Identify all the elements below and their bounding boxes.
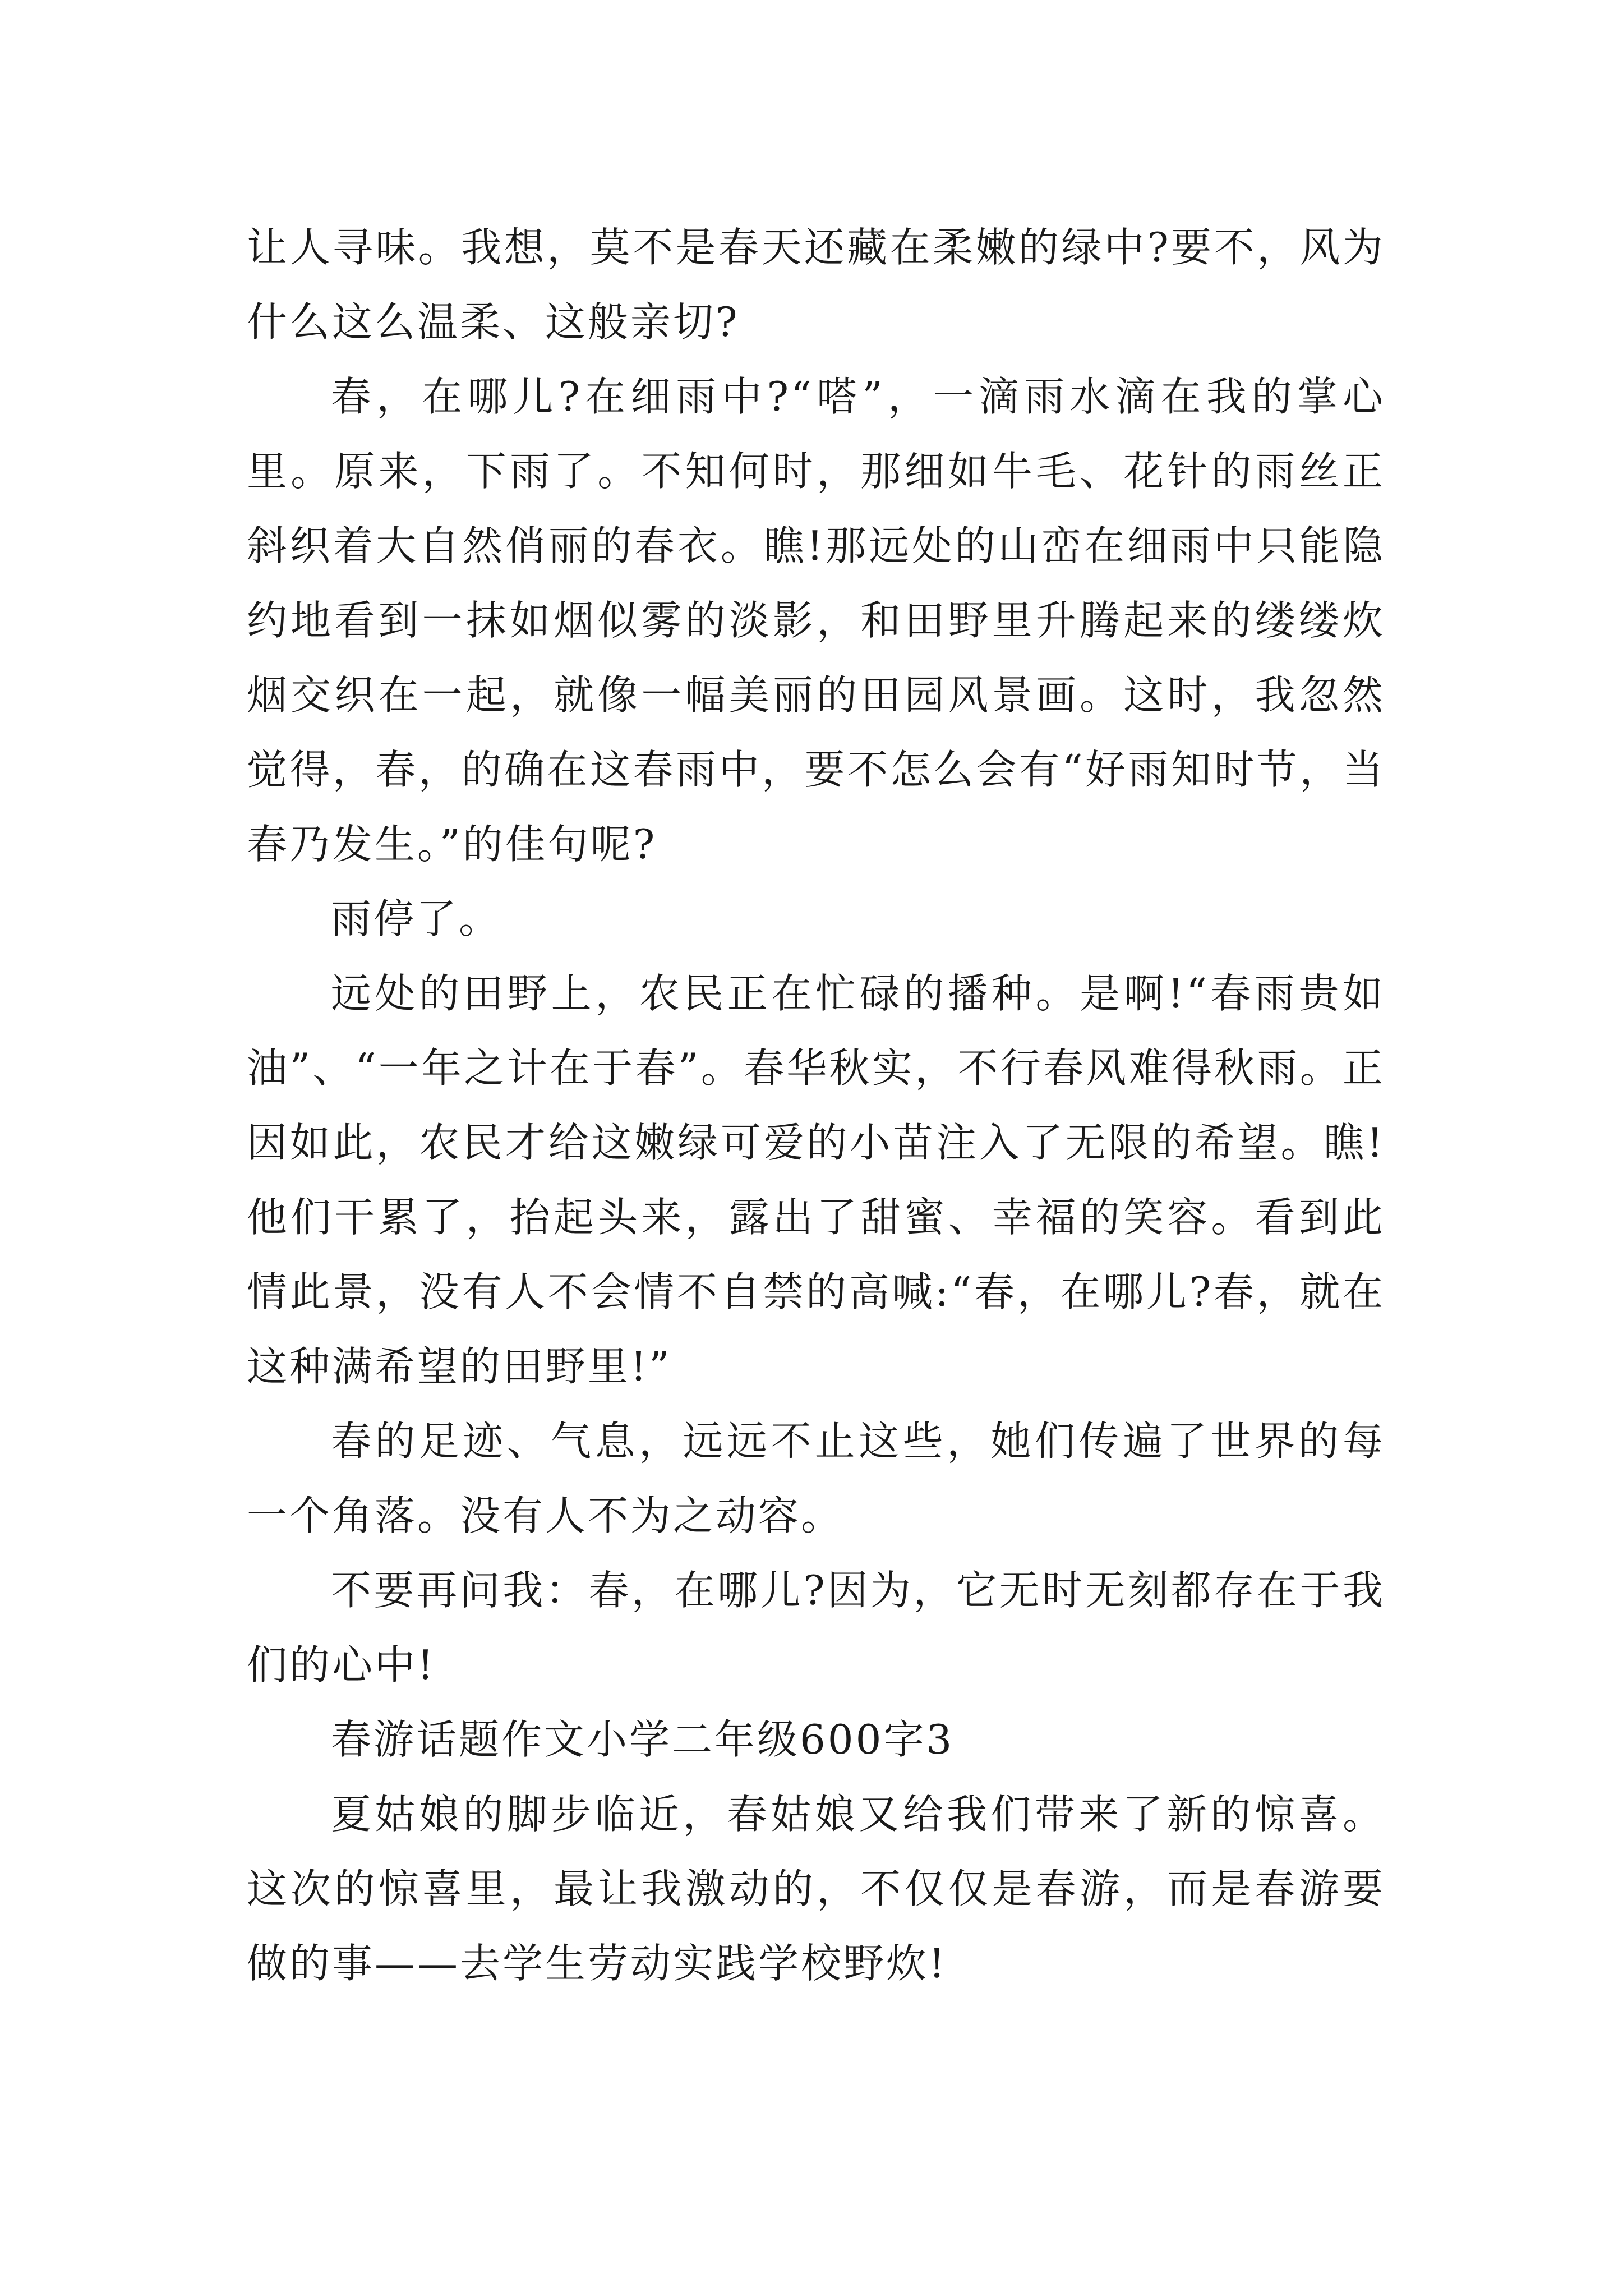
paragraph: 不要再问我：春，在哪儿?因为，它无时无刻都存在于我们的心中! — [247, 1567, 1385, 1688]
document-body — [247, 210, 1385, 2001]
section-heading: 春游话题作文小学二年级600字3 — [331, 1716, 955, 1763]
paragraph: 远处的田野上，农民正在忙碌的播种。是啊!“春雨贵如油”、“一年之计在于春”。春华秋实，不行春风难得秋雨。正因如此，农民才给这嫩绿可爱的小苗注入了无限的希望。瞧!他们干累了，抬起头来，露出了甜蜜、幸福的笑容。看到此情此景，没有人不会情不自禁的高喊:“春，在哪儿?春，就在这种满希望的田野里!” — [247, 970, 1385, 1390]
paragraph: 让人寻味。我想，莫不是春天还藏在柔嫩的绿中?要不，风为什么这么温柔、这般亲切? — [247, 224, 1385, 346]
paragraph: 春，在哪儿?在细雨中?“嗒”，一滴雨水滴在我的掌心里。原来，下雨了。不知何时，那细如牛毛、花针的雨丝正斜织着大自然俏丽的春衣。瞧!那远处的山峦在细雨中只能隐约地看到一抹如烟似雾的淡影，和田野里升腾起来的缕缕炊烟交织在一起，就像一幅美丽的田园风景画。这时，我忽然觉得，春，的确在这春雨中，要不怎么会有“好雨知时节，当春乃发生。”的佳句呢? — [247, 373, 1385, 868]
paragraph: 夏姑娘的脚步临近，春姑娘又给我们带来了新的惊喜。这次的惊喜里，最让我激动的，不仅仅是春游，而是春游要做的事——去学生劳动实践学校野炊! — [247, 1791, 1385, 1987]
paragraph: 雨停了。 — [331, 895, 502, 942]
paragraph: 春的足迹、气息，远远不止这些，她们传遍了世界的每一个角落。没有人不为之动容。 — [247, 1418, 1385, 1539]
